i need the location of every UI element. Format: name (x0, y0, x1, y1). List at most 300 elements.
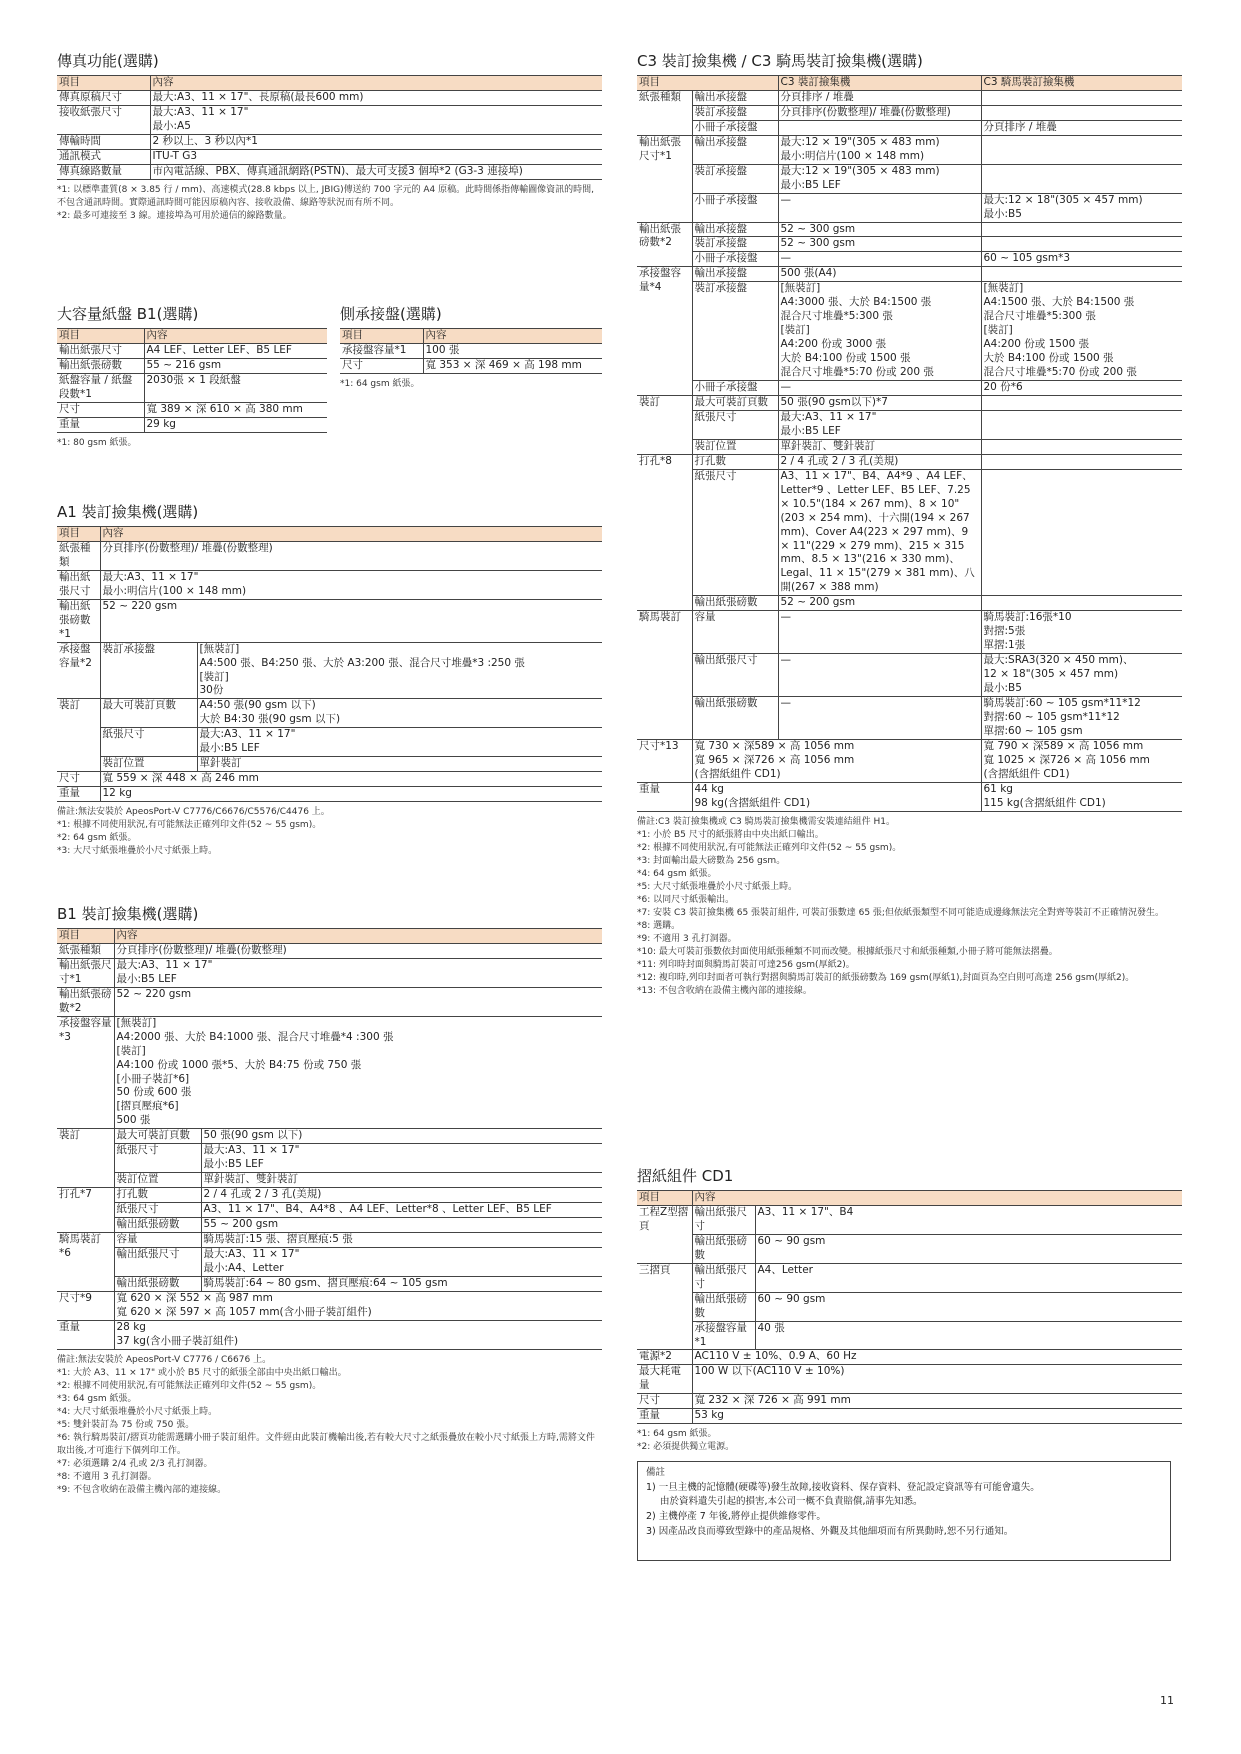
footnote: *5: 雙針裝訂為 75 份或 750 張。 (57, 1419, 195, 1430)
table-row (340, 343, 602, 358)
row-value: 分頁排序(份數整理)/ 堆疊(份數整理) (114, 943, 602, 958)
row-sub-label: 裝訂位置 (114, 1173, 201, 1188)
row-value: A3、11 × 17"、B4 (755, 1205, 1182, 1234)
row-value: 100 張 (423, 343, 602, 358)
section-title: B1 裝訂撿集機(選購) (57, 905, 199, 923)
footnotes (57, 184, 602, 223)
row-sub-label: 紙張尺寸 (692, 410, 778, 439)
section-title: A1 裝訂撿集機(選購) (57, 503, 199, 521)
table-row (57, 1320, 602, 1349)
table-row (57, 1016, 602, 1129)
row-value (981, 90, 1182, 105)
row-label: 傳真線路數量 (57, 164, 150, 179)
remarks-item: 1) 一旦主機的記憶體(硬碟等)發生故障,接收資料、保存資料、登記設定資訊等有可能會遺失。 (646, 1481, 1040, 1493)
footnote: *6: 以同尺寸紙張輸出。 (637, 894, 735, 905)
table-row (57, 787, 602, 802)
row-value: 60 ~ 90 gsm (755, 1292, 1182, 1321)
footnote: *1: 小於 B5 尺寸的紙張將由中央出紙口輸出。 (637, 829, 824, 840)
row-value: [無裝訂] A4:2000 張、大於 B4:1000 張、混合尺寸堆疊*4 :300 張 [裝訂] A4:100 份或 1000 張*5、大於 B4:75 份或 750 張 [小冊子裝訂*6] 50 份或 600 張 [摺頁壓痕*6] 500 張 (114, 1016, 602, 1129)
header-cell: 項目 (340, 329, 423, 344)
row-value (981, 410, 1182, 439)
row-value (778, 120, 981, 135)
row-value: 28 kg 37 kg(含小冊子裝訂組件) (114, 1320, 602, 1349)
table-row (637, 135, 1182, 164)
row-value: [無裝訂] A4:500 張、B4:250 張、大於 A3:200 張、混合尺寸堆疊*3 :250 張 [裝訂] 30份 (197, 642, 602, 699)
row-sub-label: 小冊子承接盤 (692, 381, 778, 396)
row-group-label: 重量 (57, 787, 100, 802)
row-value: 50 張(90 gsm以下)*7 (778, 395, 981, 410)
row-value: A3、11 × 17"、B4、A4*9 、A4 LEF、Letter*9 、Letter LEF、B5 LEF、7.25 × 10.5"(184 × 267 mm)、8 × 10"(203 × 254 mm)、十六開(194 × 267 mm)、Cover A4(223 × 297 mm)、9 × 11"(229 × 279 mm)、215 × 315 mm、8.5 × 13"(216 × 330 mm)、Legal、11 × 15"(279 × 381 mm)、八開(267 × 388 mm) (778, 469, 981, 596)
row-sub-label: 最大可裝訂頁數 (100, 699, 197, 728)
table-row (57, 728, 602, 757)
footnote: *8: 不適用 3 孔打洞器。 (57, 1472, 157, 1483)
row-value: 分頁排序(份數整理)/ 堆疊(份數整理) (778, 105, 981, 120)
footnotes (57, 437, 327, 450)
row-label: 輸出紙張尺寸 (57, 343, 144, 358)
row-group-label: 輸出紙張尺寸*1 (637, 135, 692, 222)
row-value: [無裝訂] A4:1500 張、大於 B4:1500 張 混合尺寸堆疊*5:300 張 [裝訂] A4:200 份或 1500 張 大於 B4:100 份或 1500 張 混合尺寸堆疊*5:70 份或 200 張 (981, 282, 1182, 381)
footnote: 備註:無法安裝於 ApeosPort-V C7776 / C6676 上。 (57, 1354, 272, 1365)
row-value: A4、Letter (755, 1263, 1182, 1292)
c3-table (637, 75, 1182, 812)
table-row (637, 739, 1182, 782)
side-tray-section (340, 305, 602, 391)
row-sub-label: 輸出紙張尺寸 (692, 1263, 755, 1292)
table-row (637, 454, 1182, 469)
table-row (57, 958, 602, 987)
table-row (637, 237, 1182, 252)
footnote: *10: 最大可裝訂張數依封面使用紙張種類不同而改變。根據紙張尺寸和紙張種類,小冊子將可能無法摺疊。 (637, 947, 1058, 958)
row-sub-label: 輸出紙張磅數 (692, 1292, 755, 1321)
footnote: *13: 不包含收納在設備主機內部的連接線。 (637, 986, 812, 997)
header-cell: 項目 (57, 76, 150, 91)
table-row (57, 541, 602, 570)
table-row (57, 642, 602, 699)
row-label: 輸出紙張磅數 (57, 358, 144, 373)
table-row (637, 696, 1182, 739)
row-value: 60 ~ 105 gsm*3 (981, 252, 1182, 267)
row-sub-label: 輸出紙張磅數 (692, 596, 778, 611)
row-value: 寬 790 × 深589 × 高 1056 mm 寬 1025 × 深726 × 高 1056 mm (含摺紙組件 CD1) (981, 739, 1182, 782)
row-value: 40 張 (755, 1321, 1182, 1350)
row-value: 寬 353 × 深 469 × 高 198 mm (423, 358, 602, 373)
row-sub-label: 打孔數 (692, 454, 778, 469)
table-row (637, 1365, 1182, 1394)
page-number: 11 (1160, 1694, 1174, 1707)
remarks-title: 備註 (646, 1467, 666, 1478)
remarks-item: 由於資料遺失引起的損害,本公司一概不負責賠償,請事先知悉。 (660, 1496, 923, 1508)
header-row (57, 527, 602, 542)
footnote: *5: 大尺寸紙張堆疊於小尺寸紙張上時。 (637, 881, 798, 892)
footnotes (57, 806, 602, 858)
row-value: 52 ~ 220 gsm (100, 599, 602, 642)
row-sub-label: 最大可裝訂頁數 (114, 1129, 201, 1144)
tray-b1-table (57, 328, 327, 433)
row-value: — (778, 611, 981, 654)
row-sub-label: 輸出紙張磅數 (114, 1218, 201, 1233)
row-value: 最大:A3、11 × 17" 最小:B5 LEF (197, 728, 602, 757)
row-value: AC110 V ± 10%、0.9 A、60 Hz (692, 1350, 1182, 1365)
row-group-label: 輸出紙張尺寸 (57, 570, 100, 599)
row-value: A3、11 × 17"、B4、A4*8 、A4 LEF、Letter*8 、Letter LEF、B5 LEF (201, 1203, 602, 1218)
header-row (57, 929, 602, 944)
section-title: 側承接盤(選購) (340, 305, 442, 323)
footnote: *1: 64 gsm 紙張。 (340, 378, 420, 389)
header-row (637, 1191, 1182, 1206)
row-sub-label: 最大可裝訂頁數 (692, 395, 778, 410)
cd1-section (637, 1167, 1182, 1454)
footnote: *1: 80 gsm 紙張。 (57, 437, 137, 448)
row-value: 55 ~ 200 gsm (201, 1218, 602, 1233)
row-value: 單針裝訂 (197, 757, 602, 772)
tray-b1-section (57, 305, 327, 450)
row-sub-label: 輸出承接盤 (692, 90, 778, 105)
table-row (637, 164, 1182, 193)
header-cell: 內容 (100, 527, 602, 542)
table-row (637, 1409, 1182, 1424)
row-sub-label: 輸出承接盤 (692, 135, 778, 164)
row-group-label: 打孔*8 (637, 454, 692, 610)
row-value: 單針裝訂、雙針裝訂 (778, 439, 981, 454)
table-row (57, 1203, 602, 1218)
row-value: 寬 389 × 深 610 × 高 380 mm (144, 402, 327, 417)
header-cell: C3 裝訂撿集機 (778, 76, 981, 91)
header-cell: 內容 (144, 329, 327, 344)
row-value: 分頁排序 / 堆疊 (778, 90, 981, 105)
table-row (57, 570, 602, 599)
row-value: 單針裝訂、雙針裝訂 (201, 1173, 602, 1188)
table-row (57, 90, 602, 105)
footnote: 備註:C3 裝訂撿集機或 C3 騎馬裝訂撿集機需安裝連結組件 H1。 (637, 816, 895, 827)
row-value: 最大:A3、11 × 17" 最小:明信片(100 × 148 mm) (100, 570, 602, 599)
footnote: *12: 複印時,列印封面者可執行對摺與騎馬訂裝訂的紙張磅數為 169 gsm(厚紙1),封面頁為空白則可高達 256 gsm(厚紙2)。 (637, 973, 1135, 984)
row-value: 20 份*6 (981, 381, 1182, 396)
table-row (57, 757, 602, 772)
table-row (637, 1292, 1182, 1321)
row-value (981, 469, 1182, 596)
table-row (57, 1276, 602, 1291)
row-value: 最大:A3、11 × 17" 最小:A5 (150, 105, 602, 134)
footnote: *11: 列印時封面與騎馬訂裝訂可達256 gsm(厚紙2)。 (637, 960, 855, 971)
row-value (981, 222, 1182, 237)
row-value: 最大:A3、11 × 17" 最小:B5 LEF (114, 958, 602, 987)
fax-table (57, 75, 602, 180)
row-value: A4:50 張(90 gsm 以下) 大於 B4:30 張(90 gsm 以下) (197, 699, 602, 728)
row-value: — (778, 654, 981, 697)
row-label: 通訊模式 (57, 149, 150, 164)
header-cell: 項目 (637, 76, 778, 91)
footnotes (340, 378, 602, 391)
row-value: 寬 232 × 深 726 × 高 991 mm (692, 1394, 1182, 1409)
row-value: 2030張 × 1 段紙盤 (144, 373, 327, 402)
table-row (57, 772, 602, 787)
header-cell: 內容 (114, 929, 602, 944)
table-row (637, 252, 1182, 267)
footnote: 備註:無法安裝於 ApeosPort-V C7776/C6676/C5576/C4476 上。 (57, 807, 330, 818)
row-group-label: 承接盤容量*3 (57, 1016, 114, 1129)
row-sub-label: 裝訂承接盤 (692, 237, 778, 252)
row-label: 傳輸時間 (57, 134, 150, 149)
footnote: *7: 必須選購 2/4 孔或 2/3 孔打洞器。 (57, 1459, 213, 1470)
table-row (637, 611, 1182, 654)
fax-section (57, 52, 602, 223)
row-value (981, 454, 1182, 469)
row-sub-label: 輸出承接盤 (692, 222, 778, 237)
row-group-label: 工程Z型摺頁 (637, 1205, 692, 1263)
table-row (637, 222, 1182, 237)
row-value: 騎馬裝訂:16張*10 對摺:5張 單摺:1張 (981, 611, 1182, 654)
row-value: 52 ~ 300 gsm (778, 237, 981, 252)
row-sub-label: 輸出紙張尺寸 (692, 1205, 755, 1234)
footnote: *2: 必須提供獨立電源。 (637, 1442, 735, 1453)
row-group-label: 輸出紙張磅數*1 (57, 599, 100, 642)
row-sub-label: 承接盤容量*1 (692, 1321, 755, 1350)
row-group-label: 重量 (637, 1409, 692, 1424)
row-value: 分頁排序(份數整理)/ 堆疊(份數整理) (100, 541, 602, 570)
row-sub-label: 紙張尺寸 (692, 469, 778, 596)
row-value: 最大:A3、11 × 17" 最小:A4、Letter (201, 1247, 602, 1276)
footnotes (637, 816, 1182, 999)
row-group-label: 裝訂 (637, 395, 692, 454)
table-row (637, 282, 1182, 381)
table-row (57, 1218, 602, 1233)
table-row (57, 105, 602, 134)
row-value: 50 張(90 gsm 以下) (201, 1129, 602, 1144)
footnote: *2: 根據不同使用狀況,有可能無法正確列印文件(52 ~ 55 gsm)。 (57, 1380, 322, 1391)
row-value (981, 105, 1182, 120)
row-value (981, 439, 1182, 454)
row-sub-label: 小冊子承接盤 (692, 252, 778, 267)
row-sub-label: 紙張尺寸 (100, 728, 197, 757)
table-row (57, 134, 602, 149)
row-group-label: 尺寸 (57, 772, 100, 787)
row-sub-label: 打孔數 (114, 1188, 201, 1203)
section-title: C3 裝訂撿集機 / C3 騎馬裝訂撿集機(選購) (637, 52, 923, 70)
row-value: 騎馬裝訂:15 張、摺頁壓痕:5 張 (201, 1233, 602, 1248)
a1-section (57, 503, 602, 858)
row-value: 市內電話線、PBX、傳真通訊網路(PSTN)、最大可支援3 個埠*2 (G3-3 連接埠) (150, 164, 602, 179)
row-value: — (778, 252, 981, 267)
row-group-label: 紙張種類 (57, 541, 100, 570)
header-cell: 項目 (57, 329, 144, 344)
row-group-label: 打孔*7 (57, 1188, 114, 1233)
row-group-label: 輸出紙張尺寸*1 (57, 958, 114, 987)
row-sub-label: 裝訂位置 (692, 439, 778, 454)
row-sub-label: 輸出紙張磅數 (114, 1276, 201, 1291)
table-row (57, 343, 327, 358)
row-sub-label: 容量 (692, 611, 778, 654)
row-value: 2 / 4 孔或 2 / 3 孔(美規) (778, 454, 981, 469)
row-sub-label: 輸出紙張磅數 (692, 1234, 755, 1263)
row-group-label: 承接盤容量*4 (637, 267, 692, 396)
header-cell: 項目 (637, 1191, 692, 1206)
row-value: 最大:12 × 18"(305 × 457 mm) 最小:B5 (981, 193, 1182, 222)
table-row (637, 1350, 1182, 1365)
remarks-item: 3) 因產品改良而導致型錄中的產品規格、外觀及其他細項而有所異動時,恕不另行通知。 (646, 1525, 1014, 1537)
footnote: *9: 不適用 3 孔打洞器。 (637, 934, 737, 945)
a1-table (57, 526, 602, 802)
table-row (340, 358, 602, 373)
footnote: *3: 封面輸出最大磅數為 256 gsm。 (637, 855, 786, 866)
row-group-label: 紙張種類 (637, 90, 692, 135)
table-row (57, 149, 602, 164)
section-title: 傳真功能(選購) (57, 52, 159, 70)
row-value: 最大:A3、11 × 17"、長原稿(最長600 mm) (150, 90, 602, 105)
c3-section (637, 52, 1182, 998)
row-value: 騎馬裝訂:64 ~ 80 gsm、摺頁壓痕:64 ~ 105 gsm (201, 1276, 602, 1291)
row-value: 2 秒以上、3 秒以內*1 (150, 134, 602, 149)
row-group-label: 尺寸 (637, 1394, 692, 1409)
row-sub-label: 輸出紙張磅數 (692, 696, 778, 739)
row-value: 寬 620 × 深 552 × 高 987 mm 寬 620 × 深 597 × 高 1057 mm(含小冊子裝訂組件) (114, 1291, 602, 1320)
table-row (57, 599, 602, 642)
remarks-item: 2) 主機停產 7 年後,將停止提供維修零件。 (646, 1511, 826, 1523)
header-cell: 項目 (57, 527, 100, 542)
footnote: *2: 64 gsm 紙張。 (57, 833, 137, 844)
footnote: *3: 64 gsm 紙張。 (57, 1393, 137, 1404)
table-row (57, 417, 327, 432)
table-row (57, 1129, 602, 1144)
table-row (637, 90, 1182, 105)
cd1-table (637, 1190, 1182, 1424)
row-value (981, 596, 1182, 611)
row-value: 最大:SRA3(320 × 450 mm)、 12 × 18"(305 × 457 mm) 最小:B5 (981, 654, 1182, 697)
header-cell: 項目 (57, 929, 114, 944)
table-row (637, 1394, 1182, 1409)
row-value (981, 267, 1182, 282)
row-value: 52 ~ 300 gsm (778, 222, 981, 237)
table-row (57, 358, 327, 373)
table-row (637, 267, 1182, 282)
row-label: 尺寸 (57, 402, 144, 417)
row-group-label: 尺寸*9 (57, 1291, 114, 1320)
row-sub-label: 紙張尺寸 (114, 1203, 201, 1218)
table-row (637, 395, 1182, 410)
row-value: 騎馬裝訂:60 ~ 105 gsm*11*12 對摺:60 ~ 105 gsm*11*12 單摺:60 ~ 105 gsm (981, 696, 1182, 739)
table-row (57, 1247, 602, 1276)
footnote: *7: 安裝 C3 裝訂撿集機 65 張裝訂組件, 可裝訂張數達 65 張;但依紙張類型不同可能造成邊緣無法完全對齊等裝訂不正確情況發生。 (637, 907, 1164, 918)
table-row (57, 943, 602, 958)
table-row (57, 402, 327, 417)
row-group-label: 騎馬裝訂*6 (57, 1233, 114, 1292)
table-row (637, 654, 1182, 697)
row-value: 61 kg 115 kg(含摺紙組件 CD1) (981, 782, 1182, 811)
table-row (57, 164, 602, 179)
row-value (981, 395, 1182, 410)
footnote: *4: 64 gsm 紙張。 (637, 868, 717, 879)
row-label: 承接盤容量*1 (340, 343, 423, 358)
row-value: 寬 730 × 深589 × 高 1056 mm 寬 965 × 深726 × 高 1056 mm (含摺紙組件 CD1) (692, 739, 981, 782)
row-value: 53 kg (692, 1409, 1182, 1424)
row-group-label: 紙張種類 (57, 943, 114, 958)
table-row (637, 381, 1182, 396)
header-cell: 內容 (423, 329, 602, 344)
side-tray-table (340, 328, 602, 374)
row-sub-label: 裝訂承接盤 (692, 164, 778, 193)
table-row (57, 1233, 602, 1248)
row-value: A4 LEF、Letter LEF、B5 LEF (144, 343, 327, 358)
row-sub-label: 容量 (114, 1233, 201, 1248)
table-row (57, 987, 602, 1016)
table-row (637, 469, 1182, 596)
row-value: 52 ~ 200 gsm (778, 596, 981, 611)
row-value: — (778, 696, 981, 739)
row-value: 12 kg (100, 787, 602, 802)
footnote: *9: 不包含收納在設備主機內部的連接線。 (57, 1485, 227, 1496)
footnote: *2: 根據不同使用狀況,有可能無法正確列印文件(52 ~ 55 gsm)。 (637, 842, 902, 853)
row-value: 最大:A3、11 × 17" 最小:B5 LEF (778, 410, 981, 439)
row-label: 重量 (57, 417, 144, 432)
row-sub-label: 裝訂位置 (100, 757, 197, 772)
row-value: ITU-T G3 (150, 149, 602, 164)
row-value (981, 237, 1182, 252)
row-label: 紙盤容量 / 紙盤段數*1 (57, 373, 144, 402)
row-label: 尺寸 (340, 358, 423, 373)
row-sub-label: 裝訂承接盤 (100, 642, 197, 699)
row-value: 44 kg 98 kg(含摺紙組件 CD1) (692, 782, 981, 811)
row-sub-label: 小冊子承接盤 (692, 120, 778, 135)
row-sub-label: 裝訂承接盤 (692, 105, 778, 120)
table-row (637, 782, 1182, 811)
footnote: *1: 根據不同使用狀況,有可能無法正確列印文件(52 ~ 55 gsm)。 (57, 820, 322, 831)
row-sub-label: 輸出紙張尺寸 (114, 1247, 201, 1276)
row-value: 52 ~ 220 gsm (114, 987, 602, 1016)
row-group-label: 電源*2 (637, 1350, 692, 1365)
row-sub-label: 裝訂承接盤 (692, 282, 778, 381)
table-row (57, 1173, 602, 1188)
row-group-label: 最大耗電量 (637, 1365, 692, 1394)
table-row (57, 373, 327, 402)
header-cell: 內容 (692, 1191, 1182, 1206)
header-cell: 內容 (150, 76, 602, 91)
row-group-label: 裝訂 (57, 699, 100, 772)
footnotes (637, 1428, 1182, 1454)
row-label: 傳真原稿尺寸 (57, 90, 150, 105)
footnote: *3: 大尺寸紙張堆疊於小尺寸紙張上時。 (57, 846, 218, 857)
footnote: *6: 執行騎馬裝訂/摺頁功能需選購小冊子裝訂組件。文件經由此裝訂機輸出後,若有較大尺寸之紙張疊放在較小尺寸紙張上方時,需將文件取出後,才可進行下個列印工作。 (57, 1432, 595, 1456)
row-sub-label: 輸出紙張尺寸 (692, 654, 778, 697)
row-group-label: 三摺頁 (637, 1263, 692, 1350)
row-value: 最大:12 × 19"(305 × 483 mm) 最小:明信片(100 × 148 mm) (778, 135, 981, 164)
row-group-label: 尺寸*13 (637, 739, 692, 782)
header-row (637, 76, 1182, 91)
table-row (637, 410, 1182, 439)
row-value: 分頁排序 / 堆疊 (981, 120, 1182, 135)
row-group-label: 騎馬裝訂 (637, 611, 692, 740)
row-sub-label: 紙張尺寸 (114, 1144, 201, 1173)
row-value: 2 / 4 孔或 2 / 3 孔(美規) (201, 1188, 602, 1203)
row-sub-label: 輸出承接盤 (692, 267, 778, 282)
row-value: 60 ~ 90 gsm (755, 1234, 1182, 1263)
row-value: 55 ~ 216 gsm (144, 358, 327, 373)
row-value: 500 張(A4) (778, 267, 981, 282)
footnote: *1: 大於 A3、11 × 17" 或小於 B5 尺寸的紙張全部由中央出紙口輸出。 (57, 1367, 347, 1378)
table-row (637, 1263, 1182, 1292)
table-row (637, 105, 1182, 120)
footnote: *8: 選購。 (637, 920, 681, 931)
footnote: *1: 64 gsm 紙張。 (637, 1429, 717, 1440)
table-row (637, 1205, 1182, 1234)
table-row (637, 193, 1182, 222)
table-row (637, 596, 1182, 611)
header-cell: C3 騎馬裝訂撿集機 (981, 76, 1182, 91)
b1-table (57, 928, 602, 1350)
row-label: 接收紙張尺寸 (57, 105, 150, 134)
row-value (981, 135, 1182, 164)
footnote: *4: 大尺寸紙張堆疊於小尺寸紙張上時。 (57, 1406, 218, 1417)
row-value: 寬 559 × 深 448 × 高 246 mm (100, 772, 602, 787)
row-value: 最大:12 × 19"(305 × 483 mm) 最小:B5 LEF (778, 164, 981, 193)
